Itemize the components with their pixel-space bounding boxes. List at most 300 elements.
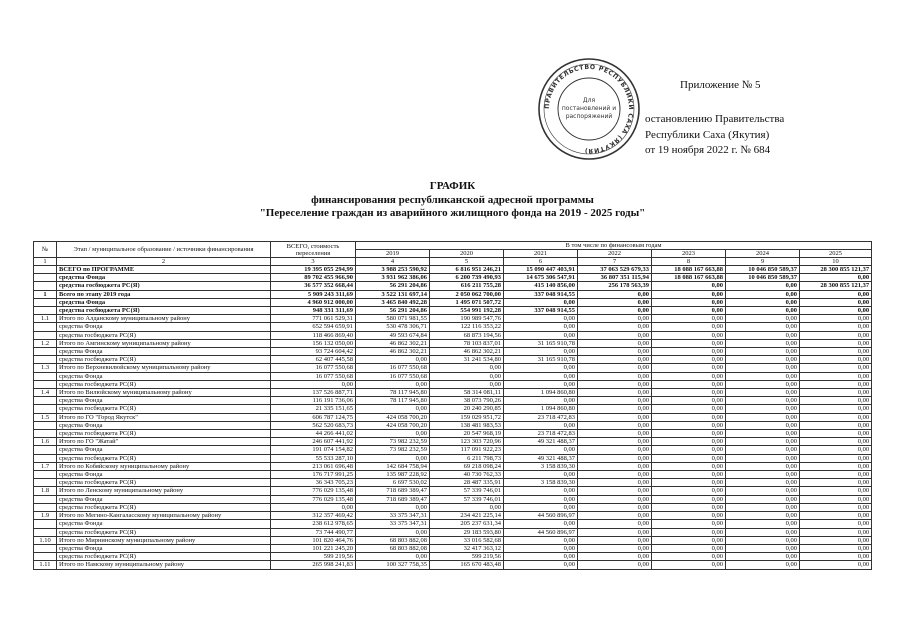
column-number: 2: [57, 258, 271, 266]
year-amount-cell: 20 547 968,19: [430, 430, 504, 438]
year-amount-cell: 0,00: [800, 380, 872, 388]
row-number: [34, 430, 57, 438]
row-number: [34, 323, 57, 331]
total-cell: 606 787 124,75: [271, 413, 356, 421]
row-label: средства Фонда: [57, 446, 271, 454]
table-row: [34, 512, 872, 520]
year-amount-cell: 0,00: [356, 553, 430, 561]
year-amount-cell: 0,00: [652, 544, 726, 552]
year-amount-cell: 424 058 700,20: [356, 413, 430, 421]
row-label: средства госбюджета РС(Я): [57, 454, 271, 462]
year-amount-cell: 616 211 755,28: [430, 282, 504, 290]
year-amount-cell: 0,00: [800, 495, 872, 503]
year-amount-cell: 16 077 550,68: [356, 364, 430, 372]
year-amount-cell: 0,00: [578, 536, 652, 544]
year-amount-cell: 0,00: [652, 462, 726, 470]
table-row: [34, 298, 872, 306]
year-amount-cell: 33 016 582,68: [430, 536, 504, 544]
year-amount-cell: 0,00: [578, 315, 652, 323]
row-number: [34, 282, 57, 290]
year-amount-cell: 57 339 746,01: [430, 487, 504, 495]
row-number: 1.3: [34, 364, 57, 372]
year-amount-cell: 0,00: [578, 389, 652, 397]
year-amount-cell: 0,00: [800, 405, 872, 413]
year-amount-cell: 0,00: [504, 331, 578, 339]
row-label: средства Фонда: [57, 471, 271, 479]
table-row: [34, 421, 872, 429]
year-amount-cell: 0,00: [652, 339, 726, 347]
year-amount-cell: 0,00: [726, 331, 800, 339]
year-amount-cell: 0,00: [800, 323, 872, 331]
resolution-line-1: остановлению Правительства: [645, 113, 785, 125]
table-row: [34, 323, 872, 331]
column-number: 3: [271, 258, 356, 266]
year-amount-cell: 68 803 882,08: [356, 536, 430, 544]
year-amount-cell: 0,00: [726, 438, 800, 446]
table-row: [34, 430, 872, 438]
financing-schedule-table: [33, 241, 872, 570]
row-label: средства госбюджета РС(Я): [57, 553, 271, 561]
column-number: 9: [726, 258, 800, 266]
header-stage: Этап / муниципальное образование / источники финансирования: [57, 242, 271, 258]
column-number: 4: [356, 258, 430, 266]
year-amount-cell: 44 560 896,97: [504, 512, 578, 520]
year-amount-cell: 718 689 389,47: [356, 495, 430, 503]
year-amount-cell: 0,00: [800, 421, 872, 429]
year-amount-cell: 142 684 758,94: [356, 462, 430, 470]
year-amount-cell: 138 481 983,53: [430, 421, 504, 429]
year-amount-cell: 0,00: [652, 479, 726, 487]
row-label: средства Фонда: [57, 323, 271, 331]
year-amount-cell: 46 862 302,21: [356, 339, 430, 347]
table-row: [34, 462, 872, 470]
svg-text:постановлений и: постановлений и: [561, 105, 617, 112]
row-label: Итого по Ленскому муниципальному району: [57, 487, 271, 495]
row-label: средства госбюджета РС(Я): [57, 380, 271, 388]
year-amount-cell: 28 300 855 121,37: [800, 282, 872, 290]
year-amount-cell: 0,00: [652, 520, 726, 528]
year-amount-cell: 0,00: [652, 454, 726, 462]
table-row: [34, 290, 872, 298]
year-amount-cell: 0,00: [800, 389, 872, 397]
column-number: 8: [652, 258, 726, 266]
year-amount-cell: 0,00: [726, 520, 800, 528]
row-number: 1.4: [34, 389, 57, 397]
year-amount-cell: 49 593 674,84: [356, 331, 430, 339]
table-row: [34, 372, 872, 380]
year-amount-cell: 0,00: [652, 512, 726, 520]
year-amount-cell: 0,00: [578, 438, 652, 446]
year-amount-cell: 0,00: [652, 331, 726, 339]
column-number: 5: [430, 258, 504, 266]
year-amount-cell: 0,00: [504, 561, 578, 569]
year-amount-cell: 73 982 232,59: [356, 438, 430, 446]
year-amount-cell: 0,00: [800, 487, 872, 495]
year-amount-cell: 0,00: [726, 487, 800, 495]
year-amount-cell: 0,00: [652, 348, 726, 356]
year-amount-cell: 0,00: [726, 290, 800, 298]
header-years-group: В том числе по финансовым годам: [356, 242, 872, 250]
year-amount-cell: 0,00: [652, 380, 726, 388]
row-label: средства госбюджета РС(Я): [57, 528, 271, 536]
year-amount-cell: 100 327 758,35: [356, 561, 430, 569]
year-amount-cell: 0,00: [726, 430, 800, 438]
year-amount-cell: 2 050 062 700,00: [430, 290, 504, 298]
year-amount-cell: 0,00: [726, 405, 800, 413]
total-cell: 776 029 135,48: [271, 487, 356, 495]
year-amount-cell: 0,00: [726, 348, 800, 356]
year-amount-cell: 0,00: [800, 413, 872, 421]
year-amount-cell: 68 803 882,08: [356, 544, 430, 552]
year-amount-cell: 0,00: [504, 315, 578, 323]
year-amount-cell: 0,00: [800, 339, 872, 347]
table-row: [34, 471, 872, 479]
header-year: 2020: [430, 250, 504, 258]
year-amount-cell: 0,00: [578, 339, 652, 347]
table-row: [34, 413, 872, 421]
year-amount-cell: 3 931 962 386,06: [356, 274, 430, 282]
year-amount-cell: 33 375 347,31: [356, 512, 430, 520]
year-amount-cell: 0,00: [726, 561, 800, 569]
year-amount-cell: 0,00: [578, 528, 652, 536]
row-label: Итого по Кобяйскому муниципальному району: [57, 462, 271, 470]
year-amount-cell: 6 816 951 246,21: [430, 266, 504, 274]
row-number: 1.9: [34, 512, 57, 520]
year-amount-cell: 256 178 563,39: [578, 282, 652, 290]
total-cell: 4 960 912 000,00: [271, 298, 356, 306]
total-cell: 0,00: [271, 503, 356, 511]
column-number: 7: [578, 258, 652, 266]
year-amount-cell: 78 117 945,80: [356, 397, 430, 405]
year-amount-cell: 0,00: [504, 372, 578, 380]
row-number: [34, 405, 57, 413]
header-year: 2024: [726, 250, 800, 258]
row-label: средства Фонда: [57, 544, 271, 552]
header-year: 2019: [356, 250, 430, 258]
row-number: [34, 421, 57, 429]
row-number: [34, 553, 57, 561]
svg-text:распоряжений: распоряжений: [565, 113, 613, 120]
year-amount-cell: 78 117 945,80: [356, 389, 430, 397]
year-amount-cell: 165 670 483,48: [430, 561, 504, 569]
total-cell: 776 029 135,48: [271, 495, 356, 503]
column-number: 1: [34, 258, 57, 266]
table-row: [34, 561, 872, 569]
table-row: [34, 487, 872, 495]
year-amount-cell: 3 158 839,30: [504, 479, 578, 487]
year-amount-cell: 0,00: [800, 274, 872, 282]
year-amount-cell: 0,00: [800, 503, 872, 511]
column-number: 6: [504, 258, 578, 266]
year-amount-cell: 38 073 790,26: [430, 397, 504, 405]
year-amount-cell: 0,00: [578, 323, 652, 331]
year-amount-cell: 0,00: [652, 389, 726, 397]
year-amount-cell: 0,00: [726, 454, 800, 462]
table-row: [34, 266, 872, 274]
year-amount-cell: 0,00: [726, 495, 800, 503]
year-amount-cell: 37 063 529 679,33: [578, 266, 652, 274]
year-amount-cell: 0,00: [800, 462, 872, 470]
row-number: [34, 266, 57, 274]
header-year: 2022: [578, 250, 652, 258]
year-amount-cell: 135 987 228,92: [356, 471, 430, 479]
year-amount-cell: 23 718 472,83: [504, 413, 578, 421]
table-row: [34, 454, 872, 462]
row-label: Итого по Верхневилюйскому муниципальному району: [57, 364, 271, 372]
year-amount-cell: 0,00: [504, 397, 578, 405]
row-label: средства госбюджета РС(Я): [57, 430, 271, 438]
year-amount-cell: 36 807 351 115,94: [578, 274, 652, 282]
header-year: 2023: [652, 250, 726, 258]
year-amount-cell: 73 982 232,59: [356, 446, 430, 454]
row-number: [34, 544, 57, 552]
year-amount-cell: 337 048 914,55: [504, 307, 578, 315]
year-amount-cell: 0,00: [578, 512, 652, 520]
year-amount-cell: 0,00: [504, 553, 578, 561]
total-cell: 562 520 683,73: [271, 421, 356, 429]
year-amount-cell: 0,00: [726, 307, 800, 315]
year-amount-cell: 0,00: [726, 446, 800, 454]
table-row: [34, 438, 872, 446]
year-amount-cell: 0,00: [652, 553, 726, 561]
year-amount-cell: 0,00: [356, 356, 430, 364]
year-amount-cell: 0,00: [578, 561, 652, 569]
table-row: [34, 479, 872, 487]
table-row: [34, 553, 872, 561]
table-row: [34, 528, 872, 536]
year-amount-cell: 32 417 363,12: [430, 544, 504, 552]
row-number: 1.5: [34, 413, 57, 421]
row-number: 1.8: [34, 487, 57, 495]
year-amount-cell: 6 200 739 490,93: [430, 274, 504, 282]
table-row: [34, 544, 872, 552]
total-cell: 16 077 550,68: [271, 372, 356, 380]
year-amount-cell: 0,00: [800, 544, 872, 552]
year-amount-cell: 0,00: [800, 520, 872, 528]
year-amount-cell: 0,00: [578, 487, 652, 495]
total-cell: 101 820 464,76: [271, 536, 356, 544]
year-amount-cell: 0,00: [800, 454, 872, 462]
official-seal-stamp: [537, 57, 641, 161]
row-label: средства госбюджета РС(Я): [57, 503, 271, 511]
year-amount-cell: 424 058 700,20: [356, 421, 430, 429]
year-amount-cell: 69 218 098,24: [430, 462, 504, 470]
row-label: Всего по этапу 2019 года: [57, 290, 271, 298]
year-amount-cell: 0,00: [800, 307, 872, 315]
table-row: [34, 315, 872, 323]
year-amount-cell: 0,00: [800, 348, 872, 356]
year-amount-cell: 234 421 225,14: [430, 512, 504, 520]
year-amount-cell: 415 140 856,00: [504, 282, 578, 290]
year-amount-cell: 122 116 353,22: [430, 323, 504, 331]
header-total: ВСЕГО, стоимость переселения: [271, 242, 356, 258]
year-amount-cell: 28 487 335,91: [430, 479, 504, 487]
year-amount-cell: 0,00: [652, 430, 726, 438]
total-cell: 62 407 445,58: [271, 356, 356, 364]
year-amount-cell: 0,00: [800, 446, 872, 454]
row-number: [34, 331, 57, 339]
total-cell: 176 717 991,25: [271, 471, 356, 479]
year-amount-cell: 0,00: [726, 536, 800, 544]
year-amount-cell: 0,00: [726, 544, 800, 552]
year-amount-cell: 0,00: [652, 495, 726, 503]
table-row: [34, 282, 872, 290]
row-label: средства Фонда: [57, 348, 271, 356]
row-number: [34, 446, 57, 454]
year-amount-cell: 0,00: [652, 282, 726, 290]
year-amount-cell: 0,00: [504, 364, 578, 372]
row-label: средства госбюджета РС(Я): [57, 282, 271, 290]
table-row: [34, 503, 872, 511]
total-cell: 652 594 659,91: [271, 323, 356, 331]
year-amount-cell: 0,00: [504, 446, 578, 454]
row-label: Итого по Амгинскому муниципальному району: [57, 339, 271, 347]
year-amount-cell: 0,00: [504, 495, 578, 503]
year-amount-cell: 530 478 306,71: [356, 323, 430, 331]
year-amount-cell: 33 375 347,31: [356, 520, 430, 528]
year-amount-cell: 18 088 167 663,88: [652, 274, 726, 282]
table-row: [34, 536, 872, 544]
year-amount-cell: 0,00: [578, 454, 652, 462]
header-number: №: [34, 242, 57, 258]
total-cell: 36 577 352 668,44: [271, 282, 356, 290]
year-amount-cell: 0,00: [652, 421, 726, 429]
year-amount-cell: 0,00: [800, 528, 872, 536]
year-amount-cell: 3 158 839,30: [504, 462, 578, 470]
year-amount-cell: 0,00: [652, 503, 726, 511]
year-amount-cell: 58 314 081,11: [430, 389, 504, 397]
year-amount-cell: 0,00: [800, 471, 872, 479]
year-amount-cell: 31 165 910,78: [504, 356, 578, 364]
total-cell: 44 266 441,02: [271, 430, 356, 438]
year-amount-cell: 0,00: [578, 495, 652, 503]
year-amount-cell: 0,00: [652, 536, 726, 544]
year-amount-cell: 10 046 850 589,37: [726, 266, 800, 274]
year-amount-cell: 0,00: [578, 364, 652, 372]
row-label: средства Фонда: [57, 274, 271, 282]
year-amount-cell: 56 291 204,86: [356, 307, 430, 315]
year-amount-cell: 0,00: [726, 372, 800, 380]
total-cell: 55 533 287,10: [271, 454, 356, 462]
year-amount-cell: 0,00: [652, 446, 726, 454]
year-amount-cell: 0,00: [726, 298, 800, 306]
year-amount-cell: 0,00: [800, 479, 872, 487]
year-amount-cell: 0,00: [578, 331, 652, 339]
row-number: [34, 307, 57, 315]
year-amount-cell: 0,00: [726, 339, 800, 347]
svg-text:Для: Для: [582, 97, 596, 104]
year-amount-cell: 0,00: [726, 462, 800, 470]
row-number: [34, 495, 57, 503]
year-amount-cell: 0,00: [356, 528, 430, 536]
year-amount-cell: 40 730 762,33: [430, 471, 504, 479]
year-amount-cell: 0,00: [726, 315, 800, 323]
year-amount-cell: 57 339 746,01: [430, 495, 504, 503]
year-amount-cell: 0,00: [800, 536, 872, 544]
table-row: [34, 446, 872, 454]
year-amount-cell: 78 103 837,01: [430, 339, 504, 347]
year-amount-cell: 0,00: [578, 503, 652, 511]
year-amount-cell: 0,00: [578, 397, 652, 405]
year-amount-cell: 0,00: [800, 512, 872, 520]
total-cell: 89 702 455 966,90: [271, 274, 356, 282]
total-cell: 246 607 441,92: [271, 438, 356, 446]
year-amount-cell: 0,00: [652, 315, 726, 323]
year-amount-cell: 14 675 306 547,91: [504, 274, 578, 282]
total-cell: 36 343 705,23: [271, 479, 356, 487]
row-number: [34, 397, 57, 405]
year-amount-cell: 46 862 302,21: [356, 348, 430, 356]
row-number: 1.7: [34, 462, 57, 470]
row-number: 1: [34, 290, 57, 298]
year-amount-cell: 0,00: [578, 446, 652, 454]
total-cell: 599 219,56: [271, 553, 356, 561]
year-amount-cell: 0,00: [504, 323, 578, 331]
year-amount-cell: 49 321 488,37: [504, 454, 578, 462]
total-cell: 21 335 151,65: [271, 405, 356, 413]
year-amount-cell: 0,00: [652, 356, 726, 364]
year-amount-cell: 0,00: [726, 282, 800, 290]
year-amount-cell: 0,00: [800, 397, 872, 405]
row-number: [34, 520, 57, 528]
year-amount-cell: 0,00: [504, 348, 578, 356]
year-amount-cell: 0,00: [652, 364, 726, 372]
total-cell: 101 221 245,20: [271, 544, 356, 552]
row-number: [34, 454, 57, 462]
row-number: 1.6: [34, 438, 57, 446]
year-amount-cell: 0,00: [578, 479, 652, 487]
year-amount-cell: 0,00: [652, 405, 726, 413]
total-cell: 5 909 243 311,69: [271, 290, 356, 298]
year-amount-cell: 554 991 192,28: [430, 307, 504, 315]
year-amount-cell: 0,00: [504, 421, 578, 429]
row-label: средства госбюджета РС(Я): [57, 479, 271, 487]
header-year: 2021: [504, 250, 578, 258]
row-label: Итого по Намскому муниципальному району: [57, 561, 271, 569]
year-amount-cell: 29 183 593,80: [430, 528, 504, 536]
table-row: [34, 348, 872, 356]
year-amount-cell: 0,00: [578, 413, 652, 421]
row-label: средства госбюджета РС(Я): [57, 405, 271, 413]
year-amount-cell: 0,00: [504, 380, 578, 388]
year-amount-cell: 0,00: [726, 389, 800, 397]
year-amount-cell: 599 219,56: [430, 553, 504, 561]
row-label: Итого по Вилюйскому муниципальному району: [57, 389, 271, 397]
year-amount-cell: 0,00: [726, 512, 800, 520]
year-amount-cell: 0,00: [652, 487, 726, 495]
year-amount-cell: 0,00: [726, 380, 800, 388]
row-number: [34, 528, 57, 536]
row-label: Итого по Алданскому муниципальному району: [57, 315, 271, 323]
row-label: Итого по Мегино-Кангаласскому муниципальному району: [57, 512, 271, 520]
year-amount-cell: 0,00: [726, 471, 800, 479]
year-amount-cell: 0,00: [800, 364, 872, 372]
row-number: [34, 380, 57, 388]
year-amount-cell: 337 048 914,55: [504, 290, 578, 298]
table-row: [34, 405, 872, 413]
year-amount-cell: 0,00: [356, 503, 430, 511]
year-amount-cell: 718 689 389,47: [356, 487, 430, 495]
year-amount-cell: 0,00: [578, 544, 652, 552]
row-number: [34, 348, 57, 356]
row-number: [34, 356, 57, 364]
year-amount-cell: 0,00: [430, 372, 504, 380]
year-amount-cell: 0,00: [652, 323, 726, 331]
year-amount-cell: 0,00: [578, 356, 652, 364]
year-amount-cell: 0,00: [800, 430, 872, 438]
row-label: средства госбюджета РС(Я): [57, 356, 271, 364]
year-amount-cell: 0,00: [652, 307, 726, 315]
